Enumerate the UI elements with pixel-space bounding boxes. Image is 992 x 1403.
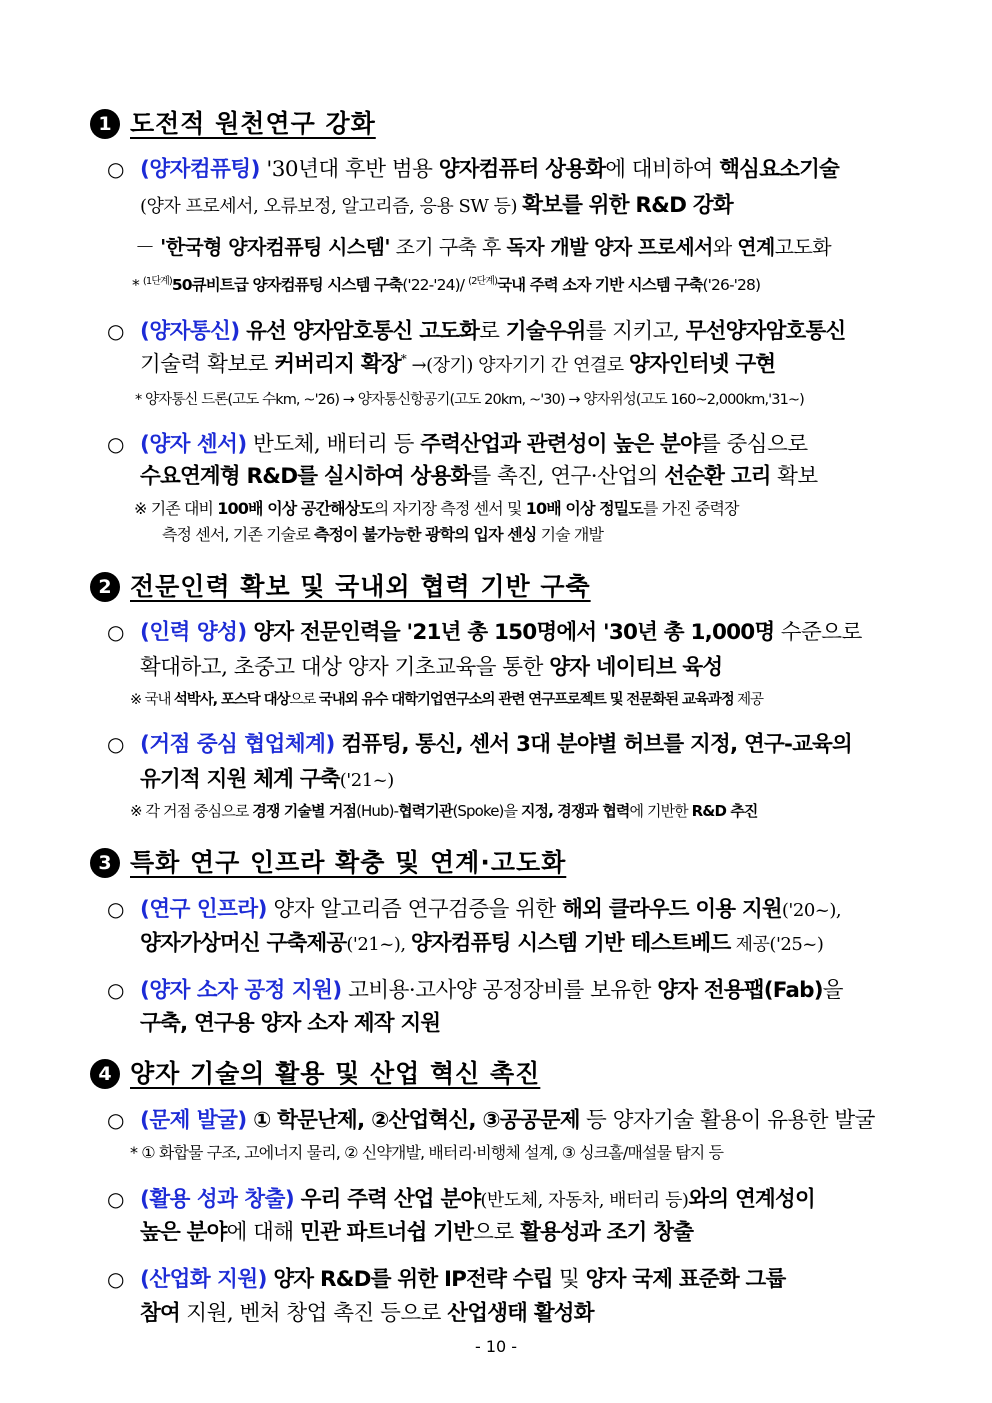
topic-tag: (거점 중심 협업체계): [140, 732, 335, 757]
paragraph-line: 확대하고, 초중고 대상 양자 기초교육을 통한 양자 네이티브 육성: [140, 655, 723, 680]
section-1-heading: [90, 104, 376, 140]
section-number: 1: [90, 109, 120, 139]
topic-tag: (활용 성과 창출): [140, 1187, 295, 1212]
section-4-heading: [90, 1054, 540, 1090]
paragraph-device-process: ○ (양자 소자 공정 지원) 고비용·고사양 공정장비를 보유한 양자 전용팹(Fab)을: [107, 978, 844, 1003]
topic-tag: (문제 발굴): [140, 1108, 247, 1133]
section-2-heading: [90, 567, 591, 603]
footnote: * ① 화합물 구조, 고에너지 물리, ② 신약개발, 배터리·비행체 설계, ③ 싱크홀/매설물 탐지 등: [130, 1143, 724, 1162]
topic-tag: (양자통신): [140, 319, 240, 344]
paragraph-research-infra: ○ (연구 인프라) 양자 알고리즘 연구검증을 위한 해외 클라우드 이용 지원('20~),: [107, 897, 842, 922]
footnote: * 양자통신 드론(고도 수km, ~'26) → 양자통신항공기(고도 20km, ~'30) → 양자위성(고도 160~2,000km,'31~): [135, 392, 804, 408]
paragraph-line: (양자 프로세서, 오류보정, 알고리즘, 응용 SW 등) 확보를 위한 R&D 강화: [140, 193, 733, 218]
paragraph-line: 기술력 확보로 커버리지 확장* →(장기) 양자기기 간 연결로 양자인터넷 구현: [140, 351, 776, 377]
section-number: 4: [90, 1059, 120, 1089]
section-number: 3: [90, 848, 120, 878]
footnote: ※ 국내 석박사, 포스닥 대상으로 국내외 유수 대학기업연구소의 관련 연구프로젝트 및 전문화된 교육과정 제공: [130, 692, 763, 708]
footnote: ※ 기존 대비 100배 이상 공간해상도의 자기장 측정 센서 및 10배 이상 정밀도를 가진 중력장: [134, 499, 739, 518]
topic-tag: (양자컴퓨팅): [140, 157, 260, 182]
paragraph-quantum-sensor: ○ (양자 센서) 반도체, 배터리 등 주력산업과 관련성이 높은 분야를 중심으로: [107, 432, 808, 457]
section-3-heading: [90, 843, 566, 879]
section-number: 2: [90, 572, 120, 602]
footnote: ※ 각 거점 중심으로 경쟁 기술별 거점(Hub)-협력기관(Spoke)을 지정, 경쟁과 협력에 기반한 R&D 추진: [130, 802, 758, 820]
paragraph-outcome-creation: ○ (활용 성과 창출) 우리 주력 산업 분야(반도체, 자동차, 배터리 등)와의 연계성이: [107, 1187, 815, 1212]
paragraph-industrialization: ○ (산업화 지원) 양자 R&D를 위한 IP전략 수립 및 양자 국제 표준화 그룹: [107, 1267, 786, 1292]
paragraph-line: 양자가상머신 구축제공('21~), 양자컴퓨팅 시스템 기반 테스트베드 제공('25~): [140, 931, 824, 956]
topic-tag: (양자 센서): [140, 432, 247, 457]
topic-tag: (양자 소자 공정 지원): [140, 978, 342, 1003]
section-title: 특화 연구 인프라 확충 및 연계·고도화: [130, 848, 567, 877]
paragraph-talent: ○ (인력 양성) 양자 전문인력을 '21년 총 150명에서 '30년 총 1,000명 수준으로: [107, 620, 862, 645]
paragraph-line: 구축, 연구용 양자 소자 제작 지원: [140, 1011, 441, 1036]
paragraph-line: 높은 분야에 대해 민관 파트너쉽 기반으로 활용성과 조기 창출: [140, 1220, 694, 1245]
dash-item: － '한국형 양자컴퓨팅 시스템' 조기 구축 후 독자 개발 양자 프로세서와 연계고도화: [135, 235, 831, 259]
topic-tag: (산업화 지원): [140, 1267, 267, 1292]
section-title: 도전적 원천연구 강화: [130, 109, 376, 138]
paragraph-problem-discovery: ○ (문제 발굴) ① 학문난제, ②산업혁신, ③공공문제 등 양자기술 활용이 유용한 발굴: [107, 1108, 875, 1133]
footnote-line: 측정 센서, 기존 기술로 측정이 불가능한 광학의 입자 센싱 기술 개발: [162, 525, 604, 544]
footnote: * $^{(1단계)}$50큐비트급 양자컴퓨팅 시스템 구축('22-'24)/ $^{(2단계)}$국내 주력 소자 기반 시스템 구축('26-'28): [132, 276, 761, 295]
section-title: 전문인력 확보 및 국내외 협력 기반 구축: [130, 572, 591, 601]
paragraph-line: 수요연계형 R&D를 실시하여 상용화를 촉진, 연구·산업의 선순환 고리 확보: [140, 464, 818, 489]
paragraph-hub-collaboration: ○ (거점 중심 협업체계) 컴퓨팅, 통신, 센서 3대 분야별 허브를 지정, 연구-교육의: [107, 732, 852, 757]
page-number: - 10 -: [474, 1337, 518, 1356]
paragraph-quantum-computing: ○ (양자컴퓨팅) '30년대 후반 범용 양자컴퓨터 상용화에 대비하여 핵심요소기술: [107, 157, 840, 182]
topic-tag: (연구 인프라): [140, 897, 267, 922]
paragraph-quantum-communication: ○ (양자통신) 유선 양자암호통신 고도화로 기술우위를 지키고, 무선양자암호통신: [107, 319, 846, 344]
paragraph-line: 유기적 지원 체계 구축('21~): [140, 767, 394, 792]
section-title: 양자 기술의 활용 및 산업 혁신 촉진: [130, 1059, 541, 1088]
paragraph-line: 참여 지원, 벤처 창업 촉진 등으로 산업생태 활성화: [140, 1301, 594, 1326]
topic-tag: (인력 양성): [140, 620, 247, 645]
